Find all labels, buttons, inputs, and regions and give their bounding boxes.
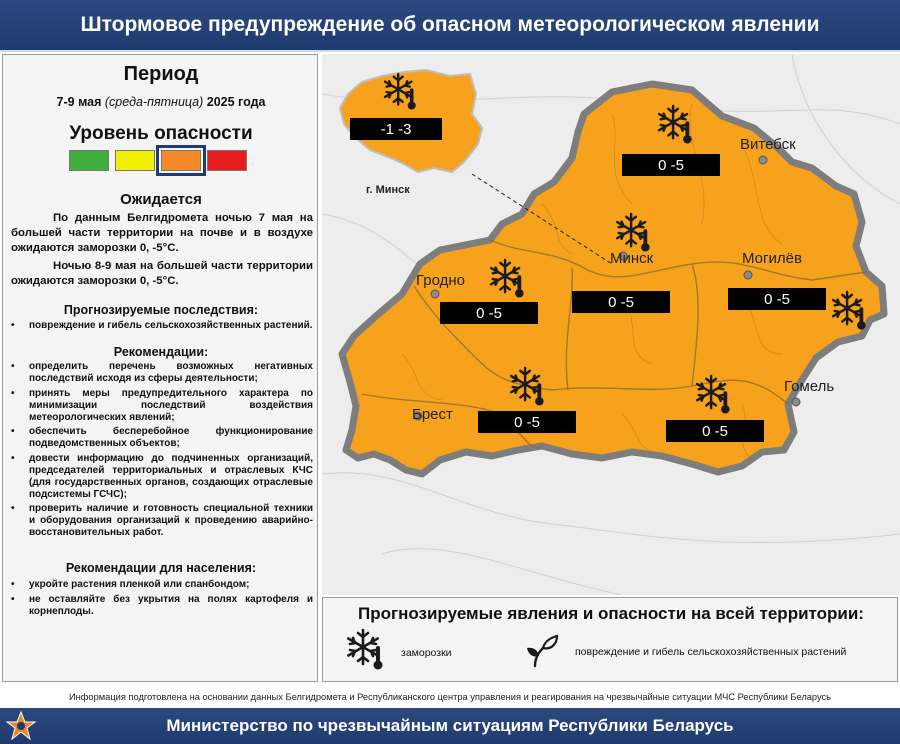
footer-title: Министерство по чрезвычайным ситуациям Республики Беларусь bbox=[166, 716, 734, 735]
danger-level-2 bbox=[115, 150, 155, 171]
list-item: • проверить наличие и готовность специальной техники и оборудования организаций к проведению аварийно-восстановительных работ. bbox=[29, 503, 313, 539]
legend-plants-label: повреждение и гибель сельскохозяйственных растений bbox=[575, 646, 847, 658]
list-item: • принять меры предупредительного характера по минимизации последствий воздействия метеорологических явлений; bbox=[29, 388, 313, 424]
mogilev-temperature: 0 -5 bbox=[728, 288, 826, 310]
minsk-city-label: г. Минск bbox=[366, 184, 410, 196]
minsk-label: Минск bbox=[610, 250, 654, 267]
danger-level-4 bbox=[207, 150, 247, 171]
grodno-temperature: 0 -5 bbox=[440, 302, 538, 324]
vitebsk-label: Витебск bbox=[740, 136, 796, 153]
list-item: • довести информацию до подчиненных организаций, председателей территориальных и отраслевых КЧС (для государственных органов, создающих отраслевые подсистемы ГСЧС); bbox=[29, 453, 313, 501]
plant-sprout-icon bbox=[525, 634, 559, 668]
expected-paragraph-1: По данным Белгидромета ночью 7 мая на большей части территории на почве и в воздухе ожидаются заморозки 0, -5°С. bbox=[11, 212, 313, 254]
header-title: Штормовое предупреждение об опасном метеорологическом явлении bbox=[80, 13, 820, 36]
list-item: • не оставляйте без укрытия на полях картофеля и корнеплоды. bbox=[29, 594, 313, 618]
danger-level-title: Уровень опасности bbox=[69, 123, 253, 144]
recommendations-list bbox=[7, 361, 313, 542]
footer-bar bbox=[0, 708, 900, 744]
gomel-label: Гомель bbox=[784, 378, 835, 395]
minsk-region-temperature: 0 -5 bbox=[572, 291, 670, 313]
list-item: • повреждение и гибель сельскохозяйственных растений. bbox=[29, 320, 313, 332]
expected-title: Ожидается bbox=[120, 191, 202, 208]
danger-level-3 bbox=[161, 150, 201, 171]
consequences-list bbox=[7, 320, 313, 335]
footnote: Информация подготовлена на основании данных Белгидромета и Республиканского центра управления и реагирования на чрезвычайные ситуации МЧС Республики Беларусь bbox=[68, 692, 832, 702]
population-list bbox=[7, 579, 313, 620]
danger-level-1 bbox=[69, 150, 109, 171]
period-title: Период bbox=[123, 63, 199, 85]
legend bbox=[322, 597, 898, 682]
gomel-temperature: 0 -5 bbox=[666, 420, 764, 442]
vitebsk-temperature: 0 -5 bbox=[622, 154, 720, 176]
consequences-title: Прогнозируемые последствия: bbox=[63, 303, 259, 317]
list-item: • укройте растения пленкой или спанбондом; bbox=[29, 579, 313, 591]
mogilev-label: Могилёв bbox=[742, 250, 802, 267]
legend-frost-label: заморозки bbox=[401, 647, 452, 659]
list-item: • обеспечить бесперебойное функционирование подведомственных объектов; bbox=[29, 426, 313, 450]
brest-label: Брест bbox=[412, 406, 453, 423]
list-item: • определить перечень возможных негативных последствий исходя из сферы деятельности; bbox=[29, 361, 313, 385]
minsk-city-temperature: -1 -3 bbox=[350, 118, 442, 140]
snowflake-thermometer-icon bbox=[345, 628, 385, 672]
mchs-emblem-icon bbox=[6, 711, 36, 741]
info-panel bbox=[2, 54, 318, 682]
danger-level-scale bbox=[69, 150, 247, 171]
brest-temperature: 0 -5 bbox=[478, 411, 576, 433]
grodno-label: Гродно bbox=[416, 272, 466, 289]
recommendations-title: Рекомендации: bbox=[113, 345, 209, 359]
expected-paragraph-2: Ночью 8-9 мая на большей части территории ожидаются заморозки 0, -5°С. bbox=[11, 260, 313, 287]
period-dates: 7-9 мая (среда-пятница) 2025 года bbox=[56, 95, 266, 109]
header-bar bbox=[0, 0, 900, 52]
map bbox=[322, 54, 900, 595]
population-title: Рекомендации для населения: bbox=[65, 561, 257, 575]
legend-title: Прогнозируемые явления и опасности на всей территории: bbox=[358, 604, 864, 623]
